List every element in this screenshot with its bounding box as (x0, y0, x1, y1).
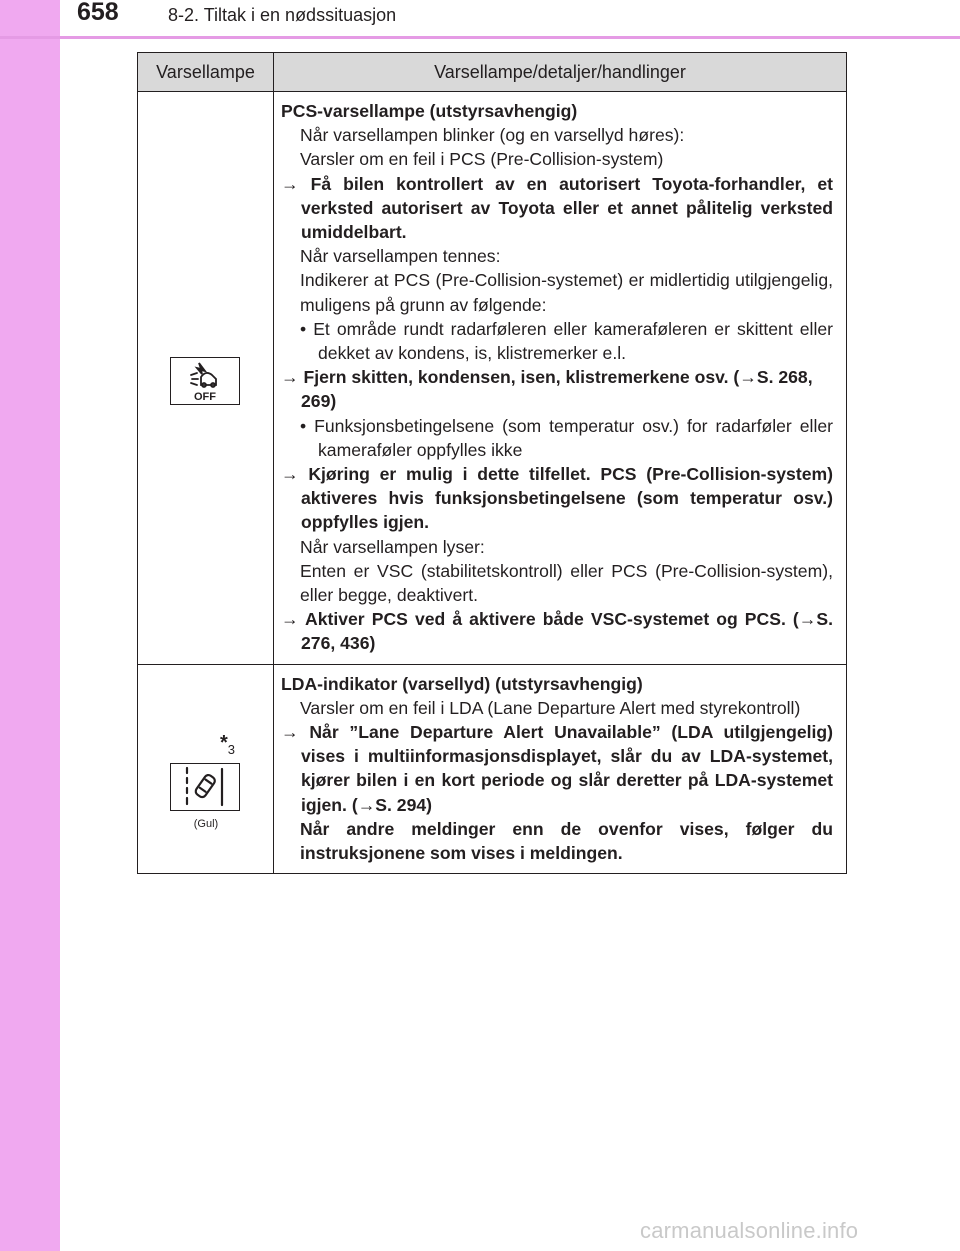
table-row-pcs (138, 92, 846, 665)
icon-cell (138, 665, 274, 874)
text-line: Når varsellampen tennes: (300, 246, 501, 267)
warning-light-table (137, 52, 847, 874)
table-header (138, 53, 846, 92)
action-line: → Når ”Lane Departure Alert Unavailable” (LDA utilgjengelig) vises i multiinformasjonsdisplayet, slår du av LDA-systemet, kjører bilen i en kort periode og slår deretter på LDA-systemet igjen. (→S. 294) (281, 722, 833, 815)
header-divider (0, 36, 960, 39)
pcs-icon-off-label: OFF (194, 391, 216, 403)
bullet-line: • Funksjonsbetingelsene (som temperatur osv.) for radarføler eller kameraføler oppfylles ikke (300, 415, 833, 460)
side-tab-bar (0, 0, 60, 1251)
icon-color-note: (Gul) (193, 817, 219, 830)
bullet-line: • Et område rundt radarføleren eller kameraføleren er skittent eller dekket av kondens, is, klistremerker e.l. (300, 318, 833, 364)
text-line: Enten er VSC (stabilitetskontroll) eller PCS (Pre-Collision-system), eller begge, deaktivert. (300, 560, 833, 606)
text-line: Varsler om en feil i LDA (Lane Departure Alert med styrekontroll) (300, 697, 801, 718)
action-line: → Aktiver PCS ved å aktivere både VSC-systemet og PCS. (→S. 276, 436) (281, 609, 833, 654)
lda-title: LDA-indikator (varsellyd) (utstyrsavhengig) (281, 673, 643, 694)
details-cell-lda (274, 665, 846, 874)
icon-cell (138, 92, 274, 664)
section-title: 8-2. Tiltak i en nødssituasjon (168, 5, 397, 25)
pcs-icon-graphic (171, 358, 239, 404)
pcs-off-warning-icon (170, 357, 240, 405)
action-line: → Kjøring er mulig i dette tilfellet. PCS (Pre-Collision-system) aktiveres hvis funksjonsbetingelsene (som temperatur osv.) oppfylles igjen. (281, 464, 833, 533)
footnote-mark (220, 732, 235, 757)
footnote-star: * (220, 731, 228, 754)
footnote-number: 3 (227, 741, 236, 757)
header-col-details: Varsellampe/detaljer/handlinger (434, 61, 686, 82)
text-line: Indikerer at PCS (Pre-Collision-systemet) er midlertidig utilgjengelig, muligens på grunn av følgende: (300, 270, 833, 315)
action-line-continued: Når andre meldinger enn de ovenfor vises, følger du instruksjonene som vises i meldingen. (300, 818, 833, 864)
action-line: → Fjern skitten, kondensen, isen, klistremerkene osv. (→S. 268, 269) (281, 367, 813, 412)
lda-icon-graphic (171, 764, 239, 810)
table-row-lda (138, 665, 846, 874)
page-number: 658 (77, 0, 119, 26)
text-line: Varsler om en feil i PCS (Pre-Collision-system) (300, 149, 664, 170)
pcs-title: PCS-varsellampe (utstyrsavhengig) (281, 101, 578, 121)
header-col-warning-light: Varsellampe (138, 53, 274, 91)
watermark-text: carmanualsonline.info (640, 1218, 859, 1243)
details-cell-pcs (274, 92, 846, 664)
lda-indicator-icon (170, 763, 240, 811)
action-line: → Få bilen kontrollert av en autorisert Toyota-forhandler, et verksted autorisert av Toyota eller et annet pålitelig verksted umiddelbart. (281, 173, 833, 243)
text-line: Når varsellampen lyser: (300, 536, 485, 557)
text-line: Når varsellampen blinker (og en varsellyd høres): (300, 125, 685, 146)
